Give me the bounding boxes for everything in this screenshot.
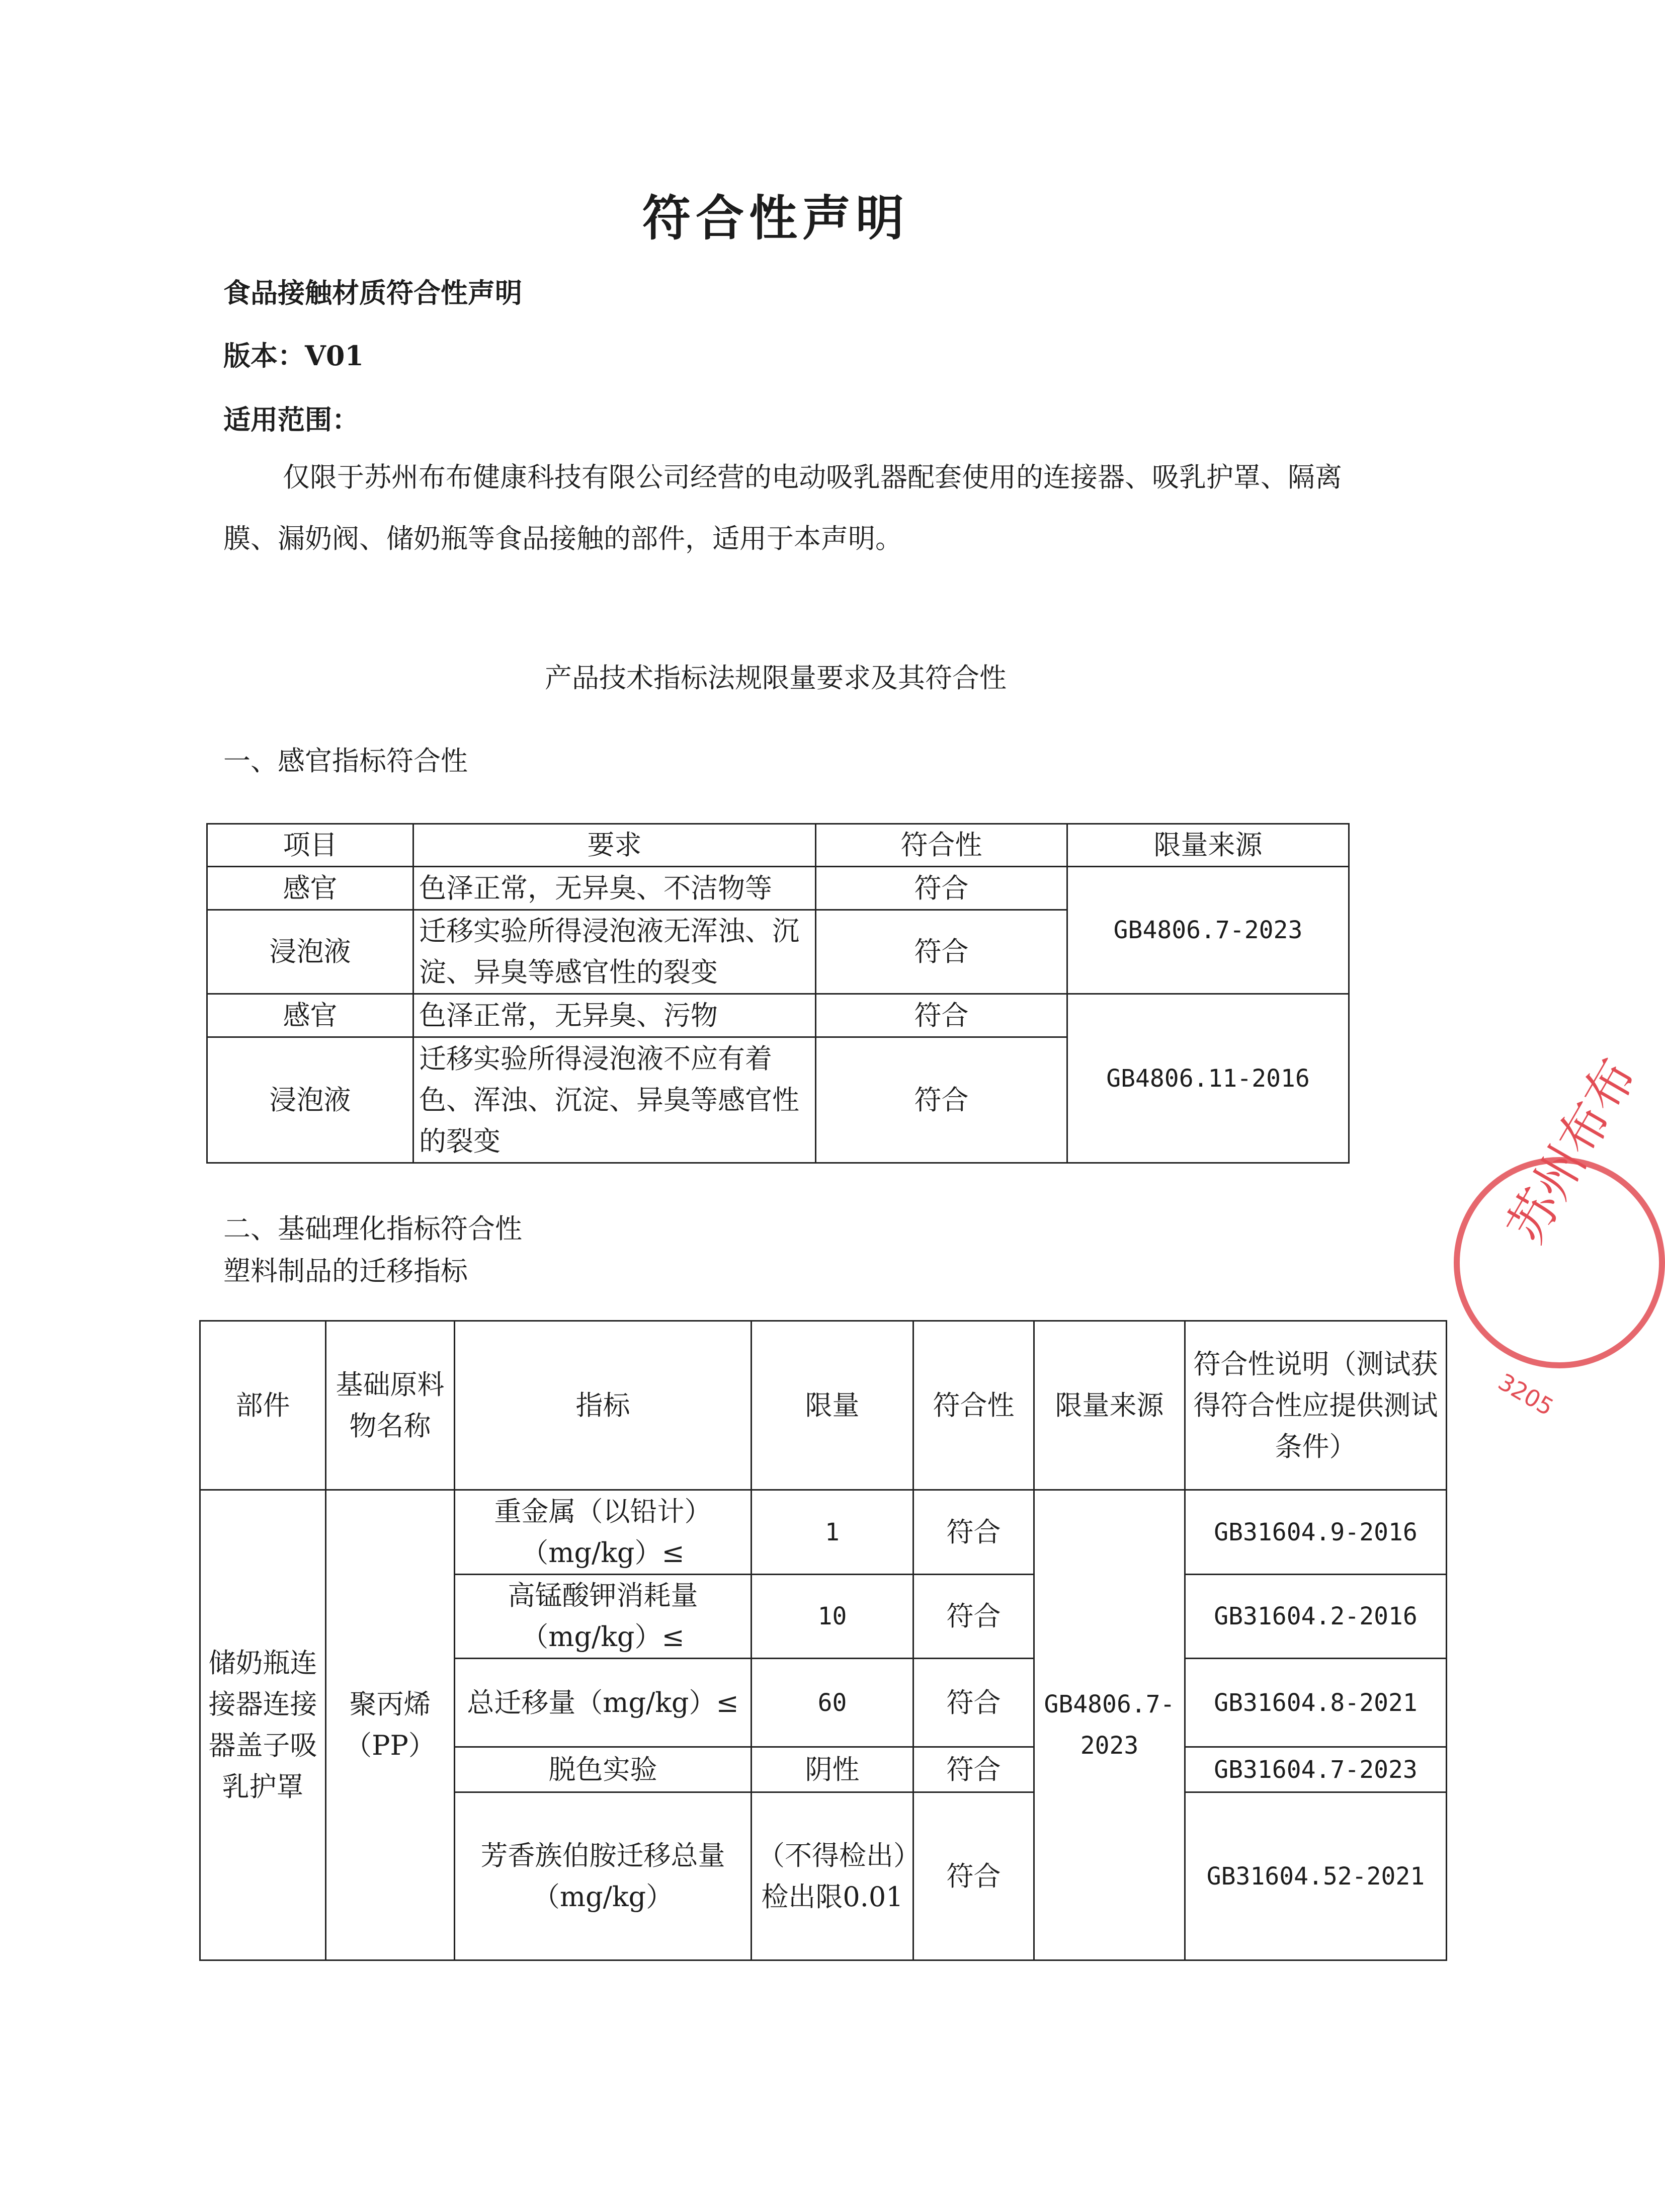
table-row — [207, 867, 1349, 910]
table-cell: 脱色实验 — [455, 1747, 752, 1792]
table-cell: 阴性 — [752, 1747, 913, 1792]
table-cell: 符合 — [816, 1037, 1067, 1163]
table2-header-note: 符合性说明（测试获得符合性应提供测试条件） — [1185, 1321, 1447, 1490]
table2-header-limit: 限量 — [752, 1321, 913, 1490]
table-cell: 符合 — [913, 1747, 1034, 1792]
table-cell: GB31604.7-2023 — [1185, 1747, 1447, 1792]
seal-text: 苏州布布 — [1496, 1048, 1648, 1253]
table-cell: 符合 — [913, 1490, 1034, 1575]
table2-header-material: 基础原料物名称 — [326, 1321, 455, 1490]
table-cell: GB31604.52-2021 — [1185, 1792, 1447, 1960]
table-row — [200, 1490, 1447, 1575]
table-cell: 符合 — [913, 1792, 1034, 1960]
table-cell: 60 — [752, 1659, 913, 1747]
table-cell: 色泽正常，无异臭、不洁物等 — [413, 867, 816, 910]
section2-subheading: 塑料制品的迁移指标 — [223, 1255, 468, 1287]
table2-header-source: 限量来源 — [1034, 1321, 1185, 1490]
section2-heading: 二、基础理化指标符合性 — [223, 1213, 522, 1245]
table-cell: 总迁移量（mg/kg）≤ — [455, 1659, 752, 1747]
table-cell: 芳香族伯胺迁移总量（mg/kg） — [455, 1792, 752, 1960]
scope-label: 适用范围： — [223, 403, 359, 436]
table-cell: 感官 — [207, 994, 413, 1037]
table-row — [207, 994, 1349, 1037]
section1-heading: 一、感官指标符合性 — [223, 745, 468, 777]
version-line: 版本：V01 — [223, 340, 364, 372]
table-cell: GB4806.11-2016 — [1067, 994, 1349, 1163]
table-cell: GB4806.7-2023 — [1034, 1490, 1185, 1960]
table-cell: 符合 — [816, 867, 1067, 910]
migration-table — [199, 1320, 1447, 1961]
sensory-table — [206, 823, 1350, 1164]
table-cell: GB31604.8-2021 — [1185, 1659, 1447, 1747]
table-cell: 浸泡液 — [207, 1037, 413, 1163]
table-cell: 感官 — [207, 867, 413, 910]
table-cell: 符合 — [816, 910, 1067, 994]
table-cell: （不得检出）检出限0.01 — [752, 1792, 913, 1960]
table2-header-part: 部件 — [200, 1321, 326, 1490]
table-cell: 储奶瓶连接器连接器盖子吸乳护罩 — [200, 1490, 326, 1960]
seal-number: 3205 — [1493, 1368, 1558, 1421]
table-cell: 迁移实验所得浸泡液不应有着色、浑浊、沉淀、异臭等感官性的裂变 — [413, 1037, 816, 1163]
scope-text: 仅限于苏州布布健康科技有限公司经营的电动吸乳器配套使用的连接器、吸乳护罩、隔离膜、漏奶阀、储奶瓶等食品接触的部件，适用于本声明。 — [223, 461, 1342, 554]
table1-header-item: 项目 — [207, 824, 413, 867]
table-cell: 重金属（以铅计）（mg/kg）≤ — [455, 1490, 752, 1575]
table-cell: 1 — [752, 1490, 913, 1575]
table-cell: GB31604.2-2016 — [1185, 1575, 1447, 1659]
table-cell: 10 — [752, 1575, 913, 1659]
table-cell: 浸泡液 — [207, 910, 413, 994]
table-cell: 高锰酸钾消耗量（mg/kg）≤ — [455, 1575, 752, 1659]
table-cell: GB31604.9-2016 — [1185, 1490, 1447, 1575]
table1-header-req: 要求 — [413, 824, 816, 867]
table2-header-ok: 符合性 — [913, 1321, 1034, 1490]
table-cell: 色泽正常，无异臭、污物 — [413, 994, 816, 1037]
table1-header-ok: 符合性 — [816, 824, 1067, 867]
table-cell: 符合 — [913, 1575, 1034, 1659]
table-cell: 符合 — [816, 994, 1067, 1037]
declaration-name: 食品接触材质符合性声明 — [223, 277, 522, 309]
table-cell: GB4806.7-2023 — [1067, 867, 1349, 994]
table-cell: 符合 — [913, 1659, 1034, 1747]
table1-header-source: 限量来源 — [1067, 824, 1349, 867]
page-title: 符合性声明 — [642, 190, 909, 247]
table-cell: 迁移实验所得浸泡液无浑浊、沉淀、异臭等感官性的裂变 — [413, 910, 816, 994]
table-cell: 聚丙烯（PP） — [326, 1490, 455, 1960]
section-title: 产品技术指标法规限量要求及其符合性 — [545, 662, 1007, 694]
table2-header-index: 指标 — [455, 1321, 752, 1490]
scope-paragraph — [223, 447, 1380, 569]
